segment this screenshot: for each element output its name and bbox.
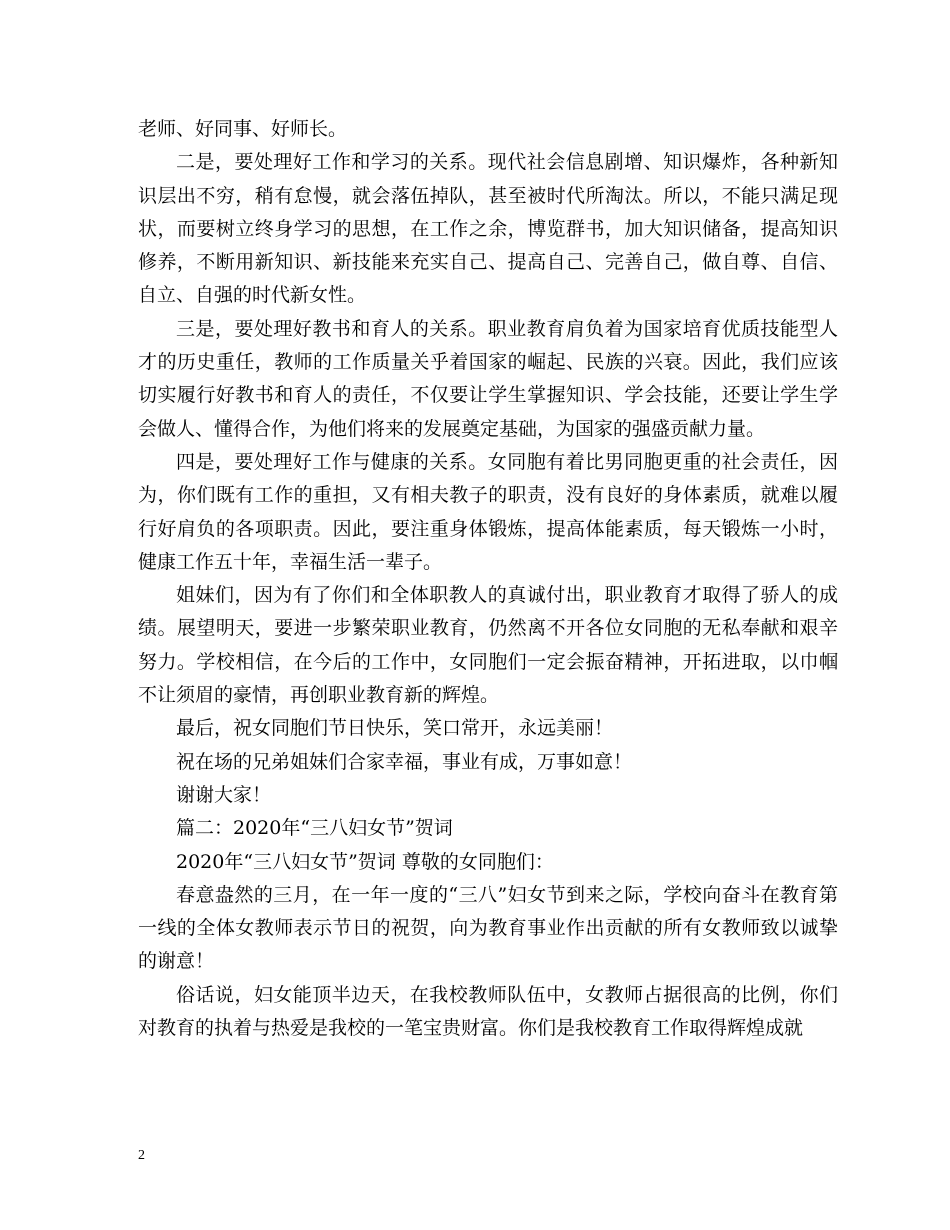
section-heading: 篇二：2020年“三八妇女节”贺词 bbox=[176, 817, 453, 840]
paragraph-family-wish: 祝在场的兄弟姐妹们合家幸福，事业有成，万事如意！ bbox=[176, 750, 633, 773]
paragraph-greeting: 2020年“三八妇女节”贺词 尊敬的女同胞们： bbox=[176, 850, 554, 873]
paragraph-point-two: 二是，要处理好工作和学习的关系。现代社会信息剧增、知识爆炸，各种新知识层出不穷，稍有怠慢，就会落伍掉队，甚至被时代所淘汰。所以，不能只满足现状，而要树立终身学习的思想，在工作之余，博览群书，加大知识储备，提高知识修养，不断用新知识、新技能来充实自己、提高自己、完善自己，做自尊、自信、自立、自强的时代新女性。 bbox=[138, 151, 838, 307]
paragraph-continuation: 老师、好同事、好师长。 bbox=[138, 118, 348, 140]
document-body bbox=[138, 113, 838, 1045]
paragraph-festival-wish: 最后，祝女同胞们节日快乐，笑口常开，永远美丽！ bbox=[176, 717, 614, 740]
paragraph-thanks: 谢谢大家！ bbox=[176, 783, 272, 806]
paragraph-spring: 春意盎然的三月，在一年一度的“三八”妇女节到来之际，学校向奋斗在教育第一线的全体女教师表示节日的祝贺，向为教育事业作出贡献的所有女教师致以诚挚的谢意！ bbox=[138, 883, 838, 973]
page-number: 2 bbox=[138, 1148, 145, 1163]
paragraph-sisters: 姐妹们，因为有了你们和全体职教人的真诚付出，职业教育才取得了骄人的成绩。展望明天，要进一步繁荣职业教育，仍然离不开各位女同胞的无私奉献和艰辛努力。学校相信，在今后的工作中，女同胞们一定会振奋精神，开拓进取，以巾帼不让须眉的豪情，再创职业教育新的辉煌。 bbox=[138, 584, 838, 707]
paragraph-point-four: 四是，要处理好工作与健康的关系。女同胞有着比男同胞更重的社会责任，因为，你们既有工作的重担，又有相夫教子的职责，没有良好的身体素质，就难以履行好肩负的各项职责。因此，要注重身体锻炼，提高体能素质，每天锻炼一小时，健康工作五十年，幸福生活一辈子。 bbox=[138, 450, 838, 573]
paragraph-proverb: 俗话说，妇女能顶半边天，在我校教师队伍中，女教师占据很高的比例，你们对教育的执着与热爱是我校的一笔宝贵财富。你们是我校教育工作取得辉煌成就 bbox=[138, 983, 838, 1040]
paragraph-point-three: 三是，要处理好教书和育人的关系。职业教育肩负着为国家培育优质技能型人才的历史重任，教师的工作质量关乎着国家的崛起、民族的兴衰。因此，我们应该切实履行好教书和育人的责任，不仅要让学生掌握知识、学会技能，还要让学生学会做人、懂得合作，为他们将来的发展奠定基础，为国家的强盛贡献力量。 bbox=[138, 317, 838, 440]
